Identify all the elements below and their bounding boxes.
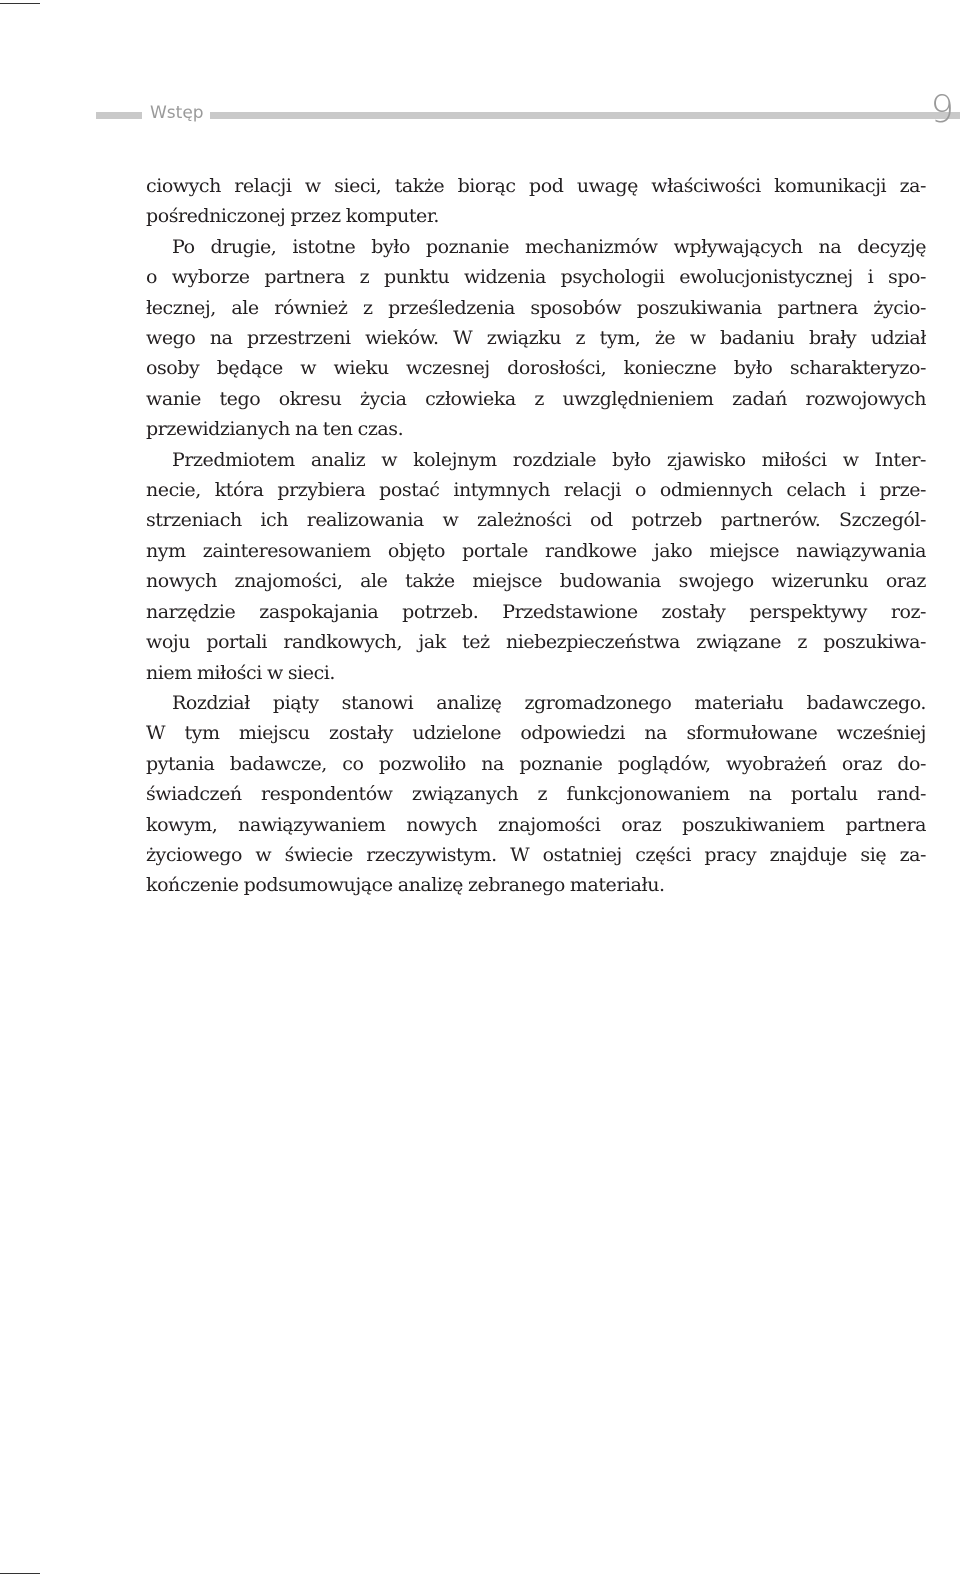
running-head-title: Wstęp	[150, 103, 204, 123]
text-line: o wyborze partnera z punktu widzenia psychologii ewolucjonistycznej i spo-	[146, 266, 926, 289]
text-line: niem miłości w sieci.	[146, 661, 335, 684]
text-line: łecznej, ale również z prześledzenia sposobów poszukiwania partnera życio-	[146, 296, 926, 319]
text-line: Przedmiotem analiz w kolejnym rozdziale było zjawisko miłości w Inter-	[172, 448, 926, 471]
body-text	[146, 171, 926, 901]
text-line: pytania badawcze, co pozwoliło na poznanie poglądów, wyobrażeń oraz do-	[146, 752, 926, 775]
text-line: strzeniach ich realizowania w zależności od potrzeb partnerów. Szczegól-	[146, 509, 926, 532]
text-line: życiowego w świecie rzeczywistym. W ostatniej części pracy znajduje się za-	[146, 843, 926, 866]
text-line: przewidzianych na ten czas.	[146, 418, 404, 441]
text-line: nym zainteresowaniem objęto portale randkowe jako miejsce nawiązywania	[146, 539, 926, 562]
text-line: nowych znajomości, ale także miejsce budowania swojego wizerunku oraz	[146, 570, 926, 593]
text-line: pośredniczonej przez komputer.	[146, 205, 439, 228]
crop-mark-top	[0, 3, 40, 4]
text-line: Po drugie, istotne było poznanie mechanizmów wpływających na decyzję	[172, 235, 926, 258]
text-line: świadczeń respondentów związanych z funkcjonowaniem na portalu rand-	[146, 783, 926, 806]
text-line: wego na przestrzeni wieków. W związku z tym, że w badaniu brały udział	[146, 327, 926, 350]
text-line: W tym miejscu zostały udzielone odpowiedzi na sformułowane wcześniej	[146, 722, 926, 745]
page-number: 9	[930, 88, 954, 131]
paragraph	[146, 171, 926, 232]
text-line: necie, która przybiera postać intymnych relacji o odmiennych celach i prze-	[146, 479, 926, 502]
text-line: Rozdział piąty stanowi analizę zgromadzonego materiału badawczego.	[172, 691, 926, 714]
crop-mark-bottom	[0, 1573, 40, 1574]
text-line: ciowych relacji w sieci, także biorąc pod uwagę właściwości komunikacji za-	[146, 175, 926, 197]
running-head-bar-left	[96, 112, 142, 119]
text-line: kończenie podsumowujące analizę zebranego materiału.	[146, 874, 665, 897]
text-line: woju portali randkowych, jak też niebezpieczeństwa związane z poszukiwa-	[146, 631, 926, 654]
paragraph	[146, 445, 926, 688]
text-line: wanie tego okresu życia człowieka z uwzględnieniem zadań rozwojowych	[146, 387, 926, 410]
text-line: osoby będące w wieku wczesnej dorosłości, konieczne było scharakteryzo-	[146, 357, 926, 380]
paragraph	[146, 688, 926, 901]
paragraph	[146, 232, 926, 445]
text-line: narzędzie zaspokajania potrzeb. Przedstawione zostały perspektywy roz-	[146, 600, 926, 623]
text-line: kowym, nawiązywaniem nowych znajomości oraz poszukiwaniem partnera	[146, 813, 926, 836]
running-head-bar-right	[210, 112, 960, 119]
running-head	[96, 90, 960, 140]
